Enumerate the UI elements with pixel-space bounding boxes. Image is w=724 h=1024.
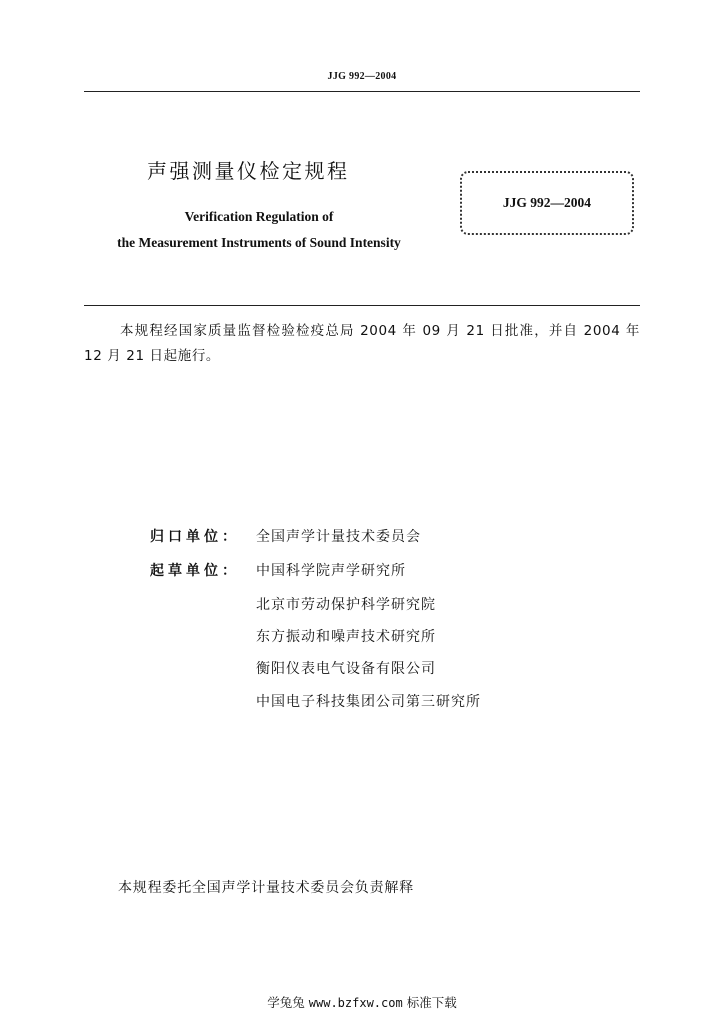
drafting-unit-2: 北京市劳动保护科学研究院 — [256, 597, 436, 613]
site-watermark — [0, 993, 724, 1011]
responsible-unit-label: 归口单位： — [150, 529, 240, 545]
drafting-unit-3: 东方振动和噪声技术研究所 — [256, 629, 436, 645]
title-rule — [84, 305, 640, 306]
document-title-english-line2: the Measurement Instruments of Sound Intensity — [117, 235, 401, 250]
interpretation-note: 本规程委托全国声学计量技术委员会负责解释 — [118, 880, 414, 896]
header-standard-code: JJG 992—2004 — [327, 71, 397, 82]
standard-code-box — [460, 171, 634, 235]
responsible-unit-name: 全国声学计量技术委员会 — [256, 529, 421, 545]
document-title-english-line1: Verification Regulation of — [184, 209, 334, 224]
drafting-unit-label: 起草单位： — [150, 563, 240, 579]
document-title-chinese: 声强测量仪检定规程 — [147, 159, 350, 183]
drafting-unit-1: 中国科学院声学研究所 — [256, 563, 406, 579]
drafting-unit-5: 中国电子科技集团公司第三研究所 — [256, 694, 481, 710]
header-rule — [84, 91, 640, 92]
watermark-suffix: 标准下载 — [406, 995, 457, 1010]
watermark-url: www.bzfxw.com — [308, 996, 403, 1010]
approval-statement: 本规程经国家质量监督检验检疫总局 2004 年 09 月 21 日批准，并自 2004 年 12 月 21 日起施行。 — [84, 323, 640, 364]
standard-code-box-text: JJG 992—2004 — [502, 195, 592, 210]
drafting-unit-4: 衡阳仪表电气设备有限公司 — [256, 661, 436, 677]
watermark-prefix: 学兔兔 — [267, 995, 305, 1010]
